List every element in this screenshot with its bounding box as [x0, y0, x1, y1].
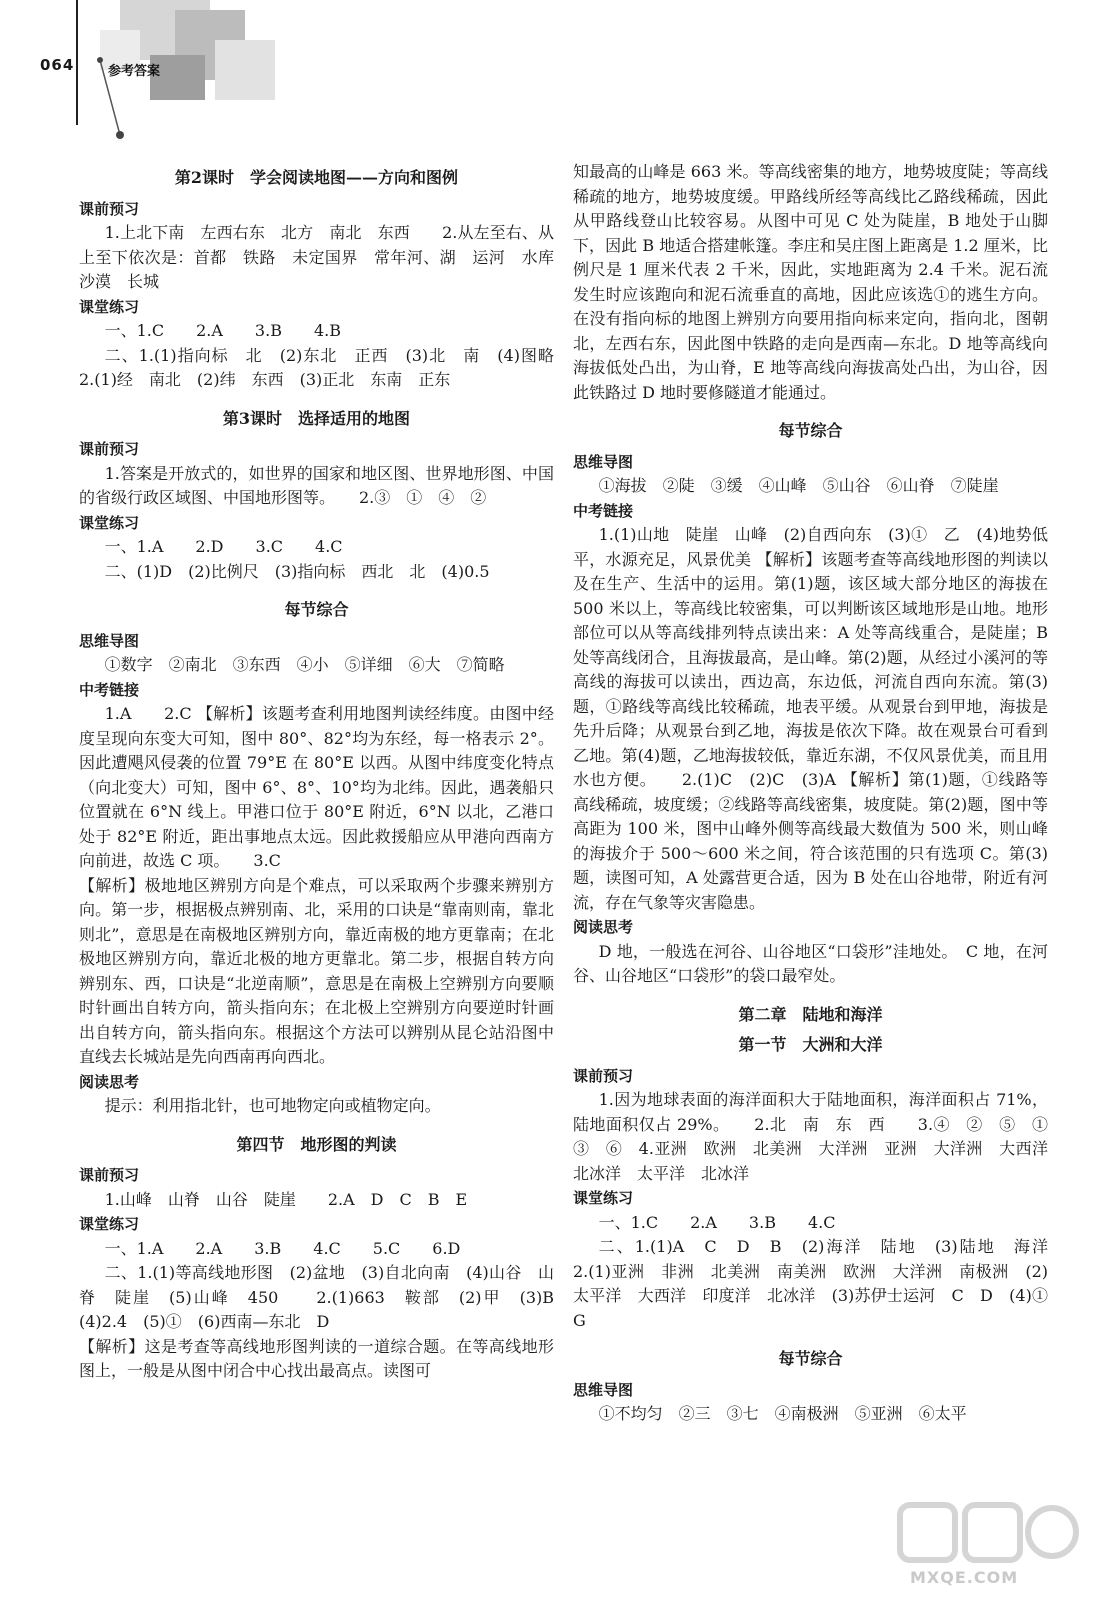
subheading: 课堂练习	[573, 1189, 634, 1207]
section-title: 第一节 大洲和大洋	[738, 1035, 883, 1054]
answer-paragraph: 1.A 2.C 【解析】该题考查利用地图判读经纬度。由图中经度呈现向东变大可知，图中 80°、82°均为东经，每一格表示 2°。因此遭飓风侵袭的位置 79°E 在 80°E 以西。从图中纬度变化特点（向北变大）可知，图中 6°、8°、10°均为北纬。因此，遇袭船只位置就在 6°N 线上。甲港口位于 80°E 附近，6°N 以北，乙港口处于 82°E 附近，距出事地点太远。因此救援船应从甲港向西南方向前进，故选 C 项。 3.C	[79, 704, 554, 870]
subheading: 阅读思考	[573, 918, 634, 936]
left-column	[79, 160, 587, 1384]
section-title: 每节综合	[284, 600, 349, 619]
answer-paragraph: 二、1.(1)A C D B (2)海洋 陆地 (3)陆地 海洋 2.(1)亚洲 非洲 北美洲 南美洲 欧洲 大洋洲 南极洲 (2)太平洋 大西洋 印度洋 北冰洋 (3)苏伊士运河 C D (4)① G	[573, 1237, 1081, 1330]
subheading: 思维导图	[573, 452, 634, 471]
chapter-title: 第二章 陆地和海洋	[738, 1004, 883, 1024]
section-title: 每节综合	[778, 1349, 843, 1368]
subheading: 课堂练习	[79, 297, 140, 316]
section-title: 第2课时 学会阅读地图——方向和图例	[174, 168, 459, 187]
page-number: 064	[40, 56, 75, 74]
answer-paragraph: ①不均匀 ②三 ③七 ④南极洲 ⑤亚洲 ⑥太平	[598, 1404, 967, 1423]
answer-paragraph: 一、1.C 2.A 3.B 4.C	[598, 1212, 836, 1232]
answer-paragraph: 提示：利用指北针，也可地物定向或植物定向。	[104, 1096, 441, 1115]
page-header	[0, 0, 300, 150]
answer-paragraph: 二、1.(1)指向标 北 (2)东北 正西 (3)北 南 (4)图略 2.(1)经 南北 (2)纬 东西 (3)正北 东南 正东	[79, 345, 587, 389]
section-title: 第四节 地形图的判读	[236, 1134, 397, 1154]
section-title: 第3课时 选择适用的地图	[222, 408, 411, 428]
answer-paragraph: 知最高的山峰是 663 米。等高线密集的地方，地势坡度陡；等高线稀疏的地方，地势坡度缓。甲路线所经等高线比乙路线稀疏，因此从甲路线登山比较容易。从图中可见 C 处为陡崖，B 地处于山脚下，因此 B 地适合搭建帐篷。李庄和吴庄图上距离是 1.2 厘米，比例尺是 1 厘米代表 2 千米，因此，实地距离为 2.4 千米。泥石流发生时应该跑向和泥石流垂直的高地，因此应该选①的逃生方向。在没有指向标的地图上辨别方向要用指向标来定向，指向北，图朝北，左西右东，因此图中铁路的走向是西南—东北。D 地等高线向海拔低处凸出，为山脊，E 地等高线向海拔高处凸出，为山谷，因此铁路过 D 地时要修隧道才能通过。	[573, 162, 1048, 402]
answer-paragraph: 1.因为地球表面的海洋面积大于陆地面积，海洋面积占 71%，陆地面积仅占 29%。 2.北 南 东 西 3.④ ② ⑤ ① ③ ⑥ 4.亚洲 欧洲 北美洲 大洋洲 亚洲 大洋洲 大西洋 北冰洋 太平洋 北冰洋	[573, 1090, 1065, 1183]
subheading: 课堂练习	[79, 1215, 140, 1233]
subheading: 中考链接	[79, 680, 140, 699]
subheading: 思维导图	[79, 631, 140, 650]
answer-paragraph: 1.(1)山地 陡崖 山峰 (2)自西向东 (3)① 乙 (4)地势低平，水源充足，风景优美 【解析】该题考查等高线地形图的判读以及在生产、生活中的运用。第(1)题，该区域大部分地区的海拔在 500 米以上，等高线比较密集，可以判断该区域地形是山地。地形部位可以从等高线排列特点读出来：A 处等高线重合，是陡崖；B 处等高线闭合，且海拔最高，是山峰。第(2)题，从经过小溪河的等高线的海拔可以读出，西边高，东边低，河流自西向东流。第(3)题，①路线等高线比较稀疏，地表平缓。从观景台到甲地，海拔是先升后降；从观景台到乙地，海拔是依次下降。故在观景台可看到乙地。第(4)题，乙地海拔较低，靠近东湖，不仅风景优美，而且用水也方便。 2.(1)C (2)C (3)A 【解析】第(1)题，①线路等高线稀疏，坡度缓；②线路等高线密集，坡度陡。第(2)题，图中等高距为 100 米，图中山峰外侧等高线最大数值为 500 米，则山峰的海拔介于 500～600 米之间，符合该范围的只有选项 C。第(3)题，读图可知，A 处露营更合适，因为 B 处在山谷地带，附近有河流，存在气象等灾害隐患。	[573, 525, 1048, 912]
answer-paragraph: D 地，一般选在河谷、山谷地区“口袋形”洼地处。 C 地，在河谷、山谷地区“口袋形”的袋口最窄处。	[573, 941, 1048, 985]
header-title: 参考答案	[108, 64, 161, 79]
answer-paragraph: 一、1.A 2.A 3.B 4.C 5.C 6.D	[104, 1238, 461, 1258]
answer-paragraph: 二、1.(1)等高线地形图 (2)盆地 (3)自北向南 (4)山谷 山脊 陡崖 (5)山峰 450 2.(1)663 鞍部 (2)甲 (3)B (4)2.4 (5)① (6)西南—东北 D	[79, 1263, 571, 1331]
answer-paragraph: ①数字 ②南北 ③东西 ④小 ⑤详细 ⑥大 ⑦简略	[104, 655, 505, 674]
answer-paragraph: 1.山峰 山脊 山谷 陡崖 2.A D C B E	[104, 1189, 468, 1209]
subheading: 课前预习	[79, 440, 140, 458]
header-rule	[76, 0, 78, 125]
answer-paragraph: 【解析】极地地区辨别方向是个难点，可以采取两个步骤来辨别方向。第一步，根据极点辨别南、北，采用的口诀是“靠南则南，靠北则北”，意思是在南极地区辨别方向，靠近南极的地方更靠南；在北极地区辨别方向，靠近北极的地方更靠北。第二步，根据自转方向辨别东、西，口诀是“北逆南顺”，意思是在南极上空辨别方向要顺时针画出自转方向，箭头指向东；在北极上空辨别方向要逆时针画出自转方向，箭头指向东。根据这个方法可以辨别从昆仑站沿图中直线去长城站是先向西南再向西北。	[79, 875, 554, 1066]
subheading: 课堂练习	[79, 513, 140, 532]
answer-paragraph: 1.上北下南 左西右东 北方 南北 东西 2.从左至右、从上至下依次是：首都 铁路 未定国界 常年河、湖 运河 水库 沙漠 长城	[79, 223, 571, 291]
subheading: 中考链接	[573, 501, 634, 520]
answer-paragraph: 1.答案是开放式的，如世界的国家和地区图、世界地形图、中国的省级行政区域图、中国地形图等。 2.③ ① ④ ②	[79, 463, 554, 507]
right-column	[573, 160, 1081, 1427]
subheading: 课前预习	[79, 199, 140, 218]
subheading: 课前预习	[79, 1166, 140, 1184]
answer-paragraph: 一、1.C 2.A 3.B 4.B	[104, 321, 341, 340]
subheading: 思维导图	[573, 1380, 634, 1399]
answer-paragraph: 一、1.A 2.D 3.C 4.C	[104, 537, 343, 556]
answer-paragraph: 【解析】这是考查等高线地形图判读的一道综合题。在等高线地形图上，一般是从图中闭合中心找出最高点。读图可	[79, 1336, 554, 1380]
answer-paragraph: ①海拔 ②陡 ③缓 ④山峰 ⑤山谷 ⑥山脊 ⑦陡崖	[598, 476, 999, 495]
watermark-text: MXQE.COM	[910, 1568, 1019, 1587]
answer-paragraph: 二、(1)D (2)比例尺 (3)指向标 西北 北 (4)0.5	[104, 561, 490, 581]
section-title: 每节综合	[778, 421, 843, 440]
subheading: 阅读思考	[79, 1072, 140, 1091]
subheading: 课前预习	[573, 1066, 634, 1085]
